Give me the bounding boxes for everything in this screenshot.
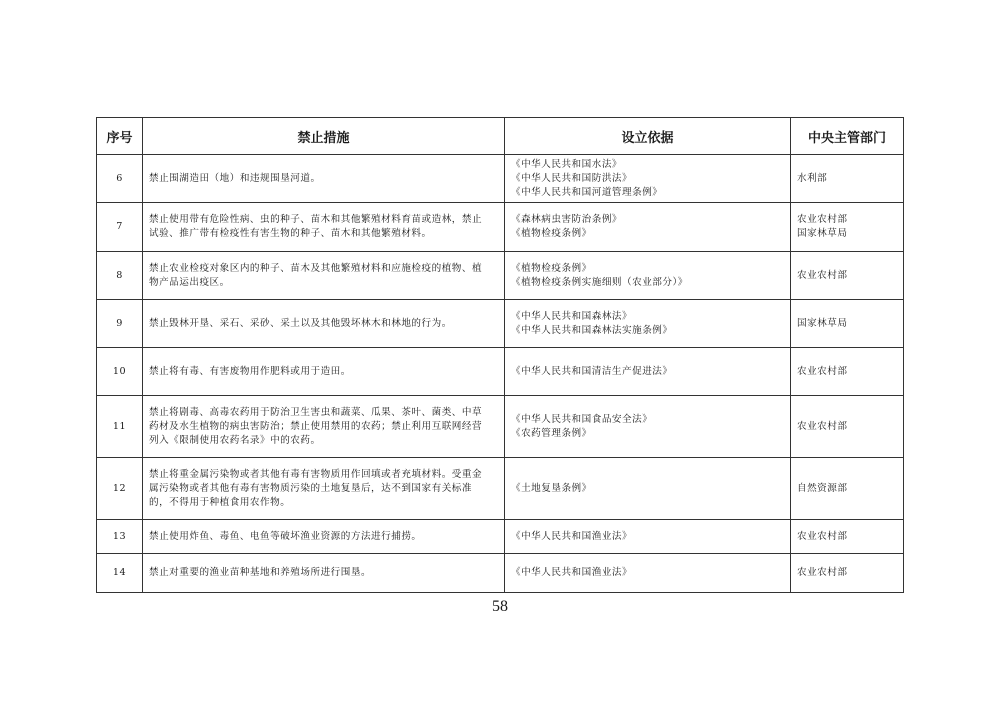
cell-department (791, 520, 904, 554)
cell-department (791, 155, 904, 203)
basis-line: 《土地复垦条例》 (511, 482, 592, 494)
cell-department (791, 252, 904, 300)
cell-basis (505, 252, 791, 300)
table-row (97, 554, 904, 593)
cell-measure (143, 155, 505, 203)
basis-line: 《植物检疫条例》 (511, 228, 592, 239)
cell-department (791, 203, 904, 252)
header-basis: 设立依据 (505, 118, 791, 155)
measure-line: 禁止将重金属污染物或者其他有毒有害物质用作回填或者充填材料。受重金 (149, 468, 483, 480)
measure-line: 禁止将剧毒、高毒农药用于防治卫生害虫和蔬菜、瓜果、茶叶、菌类、中草 (149, 406, 483, 418)
department-line: 自然资源部 (797, 482, 848, 494)
cell-department (791, 554, 904, 593)
table-row (97, 458, 904, 520)
cell-department (791, 458, 904, 520)
basis-line: 《植物检疫条例实施细则（农业部分）》 (511, 276, 688, 288)
cell-measure (143, 300, 505, 348)
department-line: 国家林草局 (797, 228, 848, 239)
cell-basis (505, 396, 791, 458)
row-number: 8 (97, 252, 143, 300)
cell-basis (505, 348, 791, 396)
cell-basis (505, 300, 791, 348)
cell-measure (143, 203, 505, 252)
cell-basis (505, 554, 791, 593)
table-row (97, 520, 904, 554)
table-row (97, 396, 904, 458)
cell-measure (143, 396, 505, 458)
measure-line: 属污染物或者其他有毒有害物质污染的土地复垦后，达不到国家有关标准 (149, 482, 472, 494)
department-line: 农业农村部 (797, 567, 848, 578)
header-number: 序号 (97, 118, 143, 155)
measure-line: 试验、推广带有检疫性有害生物的种子、苗木和其他繁殖材料。 (149, 228, 432, 239)
row-number: 6 (97, 155, 143, 203)
cell-basis (505, 520, 791, 554)
cell-department (791, 300, 904, 348)
measure-line: 列入《限制使用农药名录》中的农药。 (149, 434, 321, 446)
table-body (97, 155, 904, 593)
basis-line: 《森林病虫害防治条例》 (511, 214, 623, 225)
cell-measure (143, 520, 505, 554)
measure-line: 禁止使用炸鱼、毒鱼、电鱼等破坏渔业资源的方法进行捕捞。 (149, 530, 422, 542)
cell-basis (505, 203, 791, 252)
basis-line: 《中华人民共和国水法》 (511, 158, 623, 170)
department-line: 农业农村部 (797, 530, 848, 542)
department-line: 农业农村部 (797, 365, 848, 377)
basis-line: 《中华人民共和国防洪法》 (511, 172, 633, 184)
basis-line: 《中华人民共和国森林法》 (511, 310, 633, 322)
department-line: 国家林草局 (797, 317, 848, 329)
department-line: 农业农村部 (797, 269, 848, 281)
row-number: 11 (97, 396, 143, 458)
measure-line: 禁止将有毒、有害废物用作肥料或用于造田。 (149, 365, 351, 377)
cell-measure (143, 458, 505, 520)
prohibited-measures-table (96, 117, 904, 593)
measure-line: 禁止毁林开垦、采石、采砂、采土以及其他毁坏林木和林地的行为。 (149, 317, 452, 329)
cell-department (791, 396, 904, 458)
table-row (97, 300, 904, 348)
basis-line: 《植物检疫条例》 (511, 262, 592, 274)
row-number: 13 (97, 520, 143, 554)
basis-line: 《中华人民共和国渔业法》 (511, 567, 633, 578)
department-line: 农业农村部 (797, 214, 848, 225)
table-row (97, 348, 904, 396)
cell-measure (143, 348, 505, 396)
cell-department (791, 348, 904, 396)
department-line: 农业农村部 (797, 420, 848, 432)
cell-measure (143, 554, 505, 593)
row-number: 14 (97, 554, 143, 593)
table-row (97, 155, 904, 203)
row-number: 9 (97, 300, 143, 348)
header-measure: 禁止措施 (143, 118, 505, 155)
measure-line: 禁止对重要的渔业苗种基地和养殖场所进行围垦。 (149, 567, 372, 578)
table-header-row (97, 118, 904, 155)
department-line: 水利部 (797, 172, 828, 184)
row-number: 10 (97, 348, 143, 396)
measure-line: 药材及水生植物的病虫害防治；禁止使用禁用的农药；禁止利用互联网经营 (149, 420, 483, 432)
basis-line: 《中华人民共和国渔业法》 (511, 530, 633, 542)
page-number: 58 (492, 598, 508, 615)
row-number: 7 (97, 203, 143, 252)
measure-line: 的，不得用于种植食用农作物。 (149, 496, 291, 508)
measure-line: 物产品运出疫区。 (149, 276, 230, 288)
basis-line: 《中华人民共和国清洁生产促进法》 (511, 365, 673, 377)
measure-line: 禁止围湖造田（地）和违规围垦河道。 (149, 172, 321, 184)
measure-line: 禁止使用带有危险性病、虫的种子、苗木和其他繁殖材料育苗或造林，禁止 (149, 214, 483, 225)
measure-line: 禁止农业检疫对象区内的种子、苗木及其他繁殖材料和应施检疫的植物、植 (149, 262, 483, 274)
basis-line: 《农药管理条例》 (511, 427, 592, 439)
row-number: 12 (97, 458, 143, 520)
basis-line: 《中华人民共和国河道管理条例》 (511, 186, 663, 198)
basis-line: 《中华人民共和国森林法实施条例》 (511, 324, 673, 336)
cell-basis (505, 458, 791, 520)
table-row (97, 203, 904, 252)
cell-measure (143, 252, 505, 300)
basis-line: 《中华人民共和国食品安全法》 (511, 413, 653, 425)
table-row (97, 252, 904, 300)
cell-basis (505, 155, 791, 203)
header-department: 中央主管部门 (791, 118, 904, 155)
